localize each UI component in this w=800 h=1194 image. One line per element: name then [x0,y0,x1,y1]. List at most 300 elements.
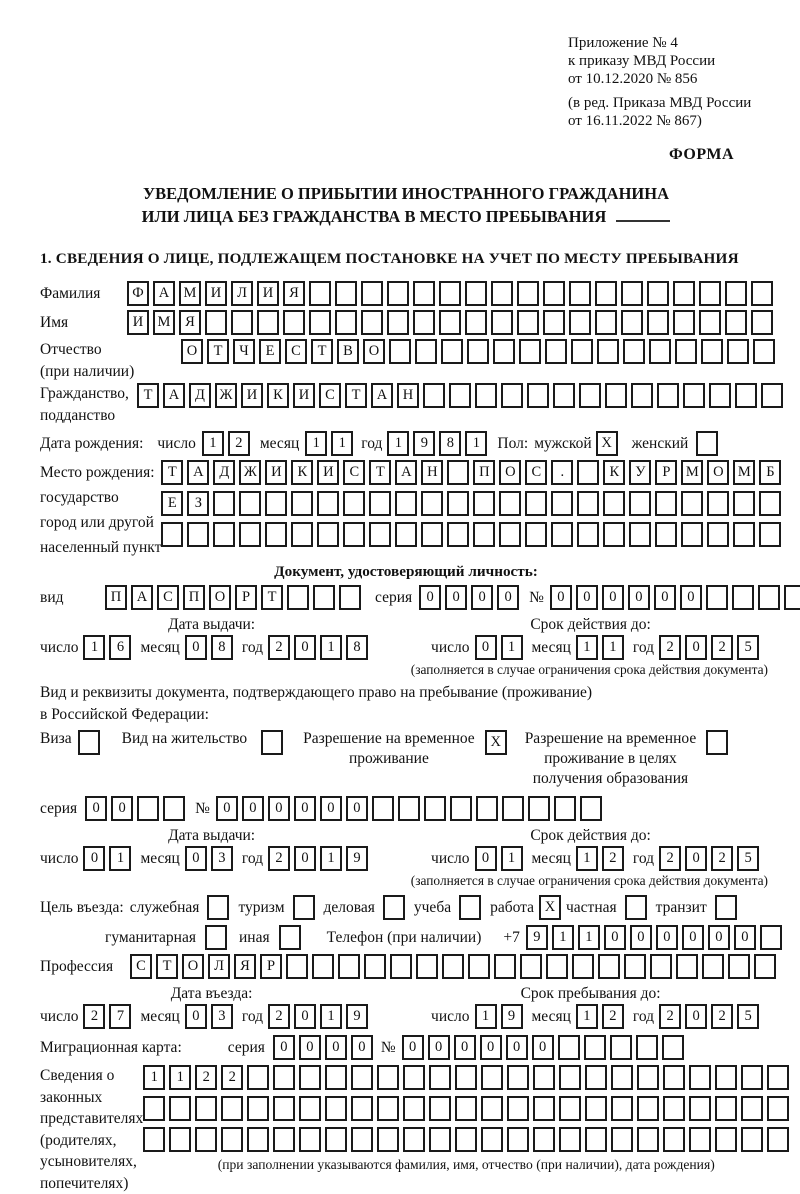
char-cell[interactable] [494,954,516,979]
char-cell[interactable]: 2 [268,1004,290,1029]
char-cell[interactable] [369,522,391,547]
char-cell[interactable] [683,383,705,408]
char-cell[interactable] [595,310,617,335]
char-cell[interactable] [611,1096,633,1121]
char-cell[interactable] [475,383,497,408]
char-cell[interactable] [681,491,703,516]
char-cell[interactable] [481,1065,503,1090]
char-cell[interactable]: 0 [402,1035,424,1060]
char-cell[interactable]: Н [397,383,419,408]
char-cell[interactable]: 0 [294,635,316,660]
char-cell[interactable]: 0 [685,846,707,871]
char-cell[interactable]: 0 [428,1035,450,1060]
char-cell[interactable] [585,1127,607,1152]
char-cell[interactable]: Т [345,383,367,408]
char-cell[interactable]: Ч [233,339,255,364]
char-cell[interactable]: Т [161,460,183,485]
char-cell[interactable] [265,522,287,547]
char-cell[interactable]: 0 [294,846,316,871]
char-cell[interactable] [491,310,513,335]
char-cell[interactable]: И [293,383,315,408]
char-cell[interactable]: 2 [83,1004,105,1029]
char-cell[interactable] [528,796,550,821]
char-cell[interactable]: А [131,585,153,610]
char-cell[interactable]: 9 [413,431,435,456]
char-cell[interactable]: О [182,954,204,979]
char-cell[interactable]: 0 [685,635,707,660]
char-cell[interactable] [361,310,383,335]
char-cell[interactable] [551,491,573,516]
char-cell[interactable]: Т [311,339,333,364]
char-cell[interactable]: 2 [659,635,681,660]
char-cell[interactable] [784,585,800,610]
char-cell[interactable] [187,522,209,547]
char-cell[interactable] [455,1065,477,1090]
char-cell[interactable] [689,1096,711,1121]
char-cell[interactable]: 0 [532,1035,554,1060]
char-cell[interactable]: 0 [628,585,650,610]
char-cell[interactable] [572,954,594,979]
char-cell[interactable]: 0 [656,925,678,950]
char-cell[interactable] [689,1065,711,1090]
char-cell[interactable] [707,522,729,547]
char-cell[interactable] [727,339,749,364]
char-cell[interactable]: М [179,281,201,306]
char-cell[interactable] [725,310,747,335]
char-cell[interactable] [413,310,435,335]
char-cell[interactable] [361,281,383,306]
char-cell[interactable] [624,954,646,979]
char-cell[interactable]: 0 [708,925,730,950]
title-blank-field[interactable] [616,208,670,222]
char-cell[interactable]: 1 [576,1004,598,1029]
char-cell[interactable] [559,1096,581,1121]
char-cell[interactable]: В [337,339,359,364]
char-cell[interactable]: 0 [685,1004,707,1029]
char-cell[interactable] [78,730,100,755]
char-cell[interactable] [465,281,487,306]
char-cell[interactable]: 0 [242,796,264,821]
char-cell[interactable]: И [317,460,339,485]
char-cell[interactable]: 3 [211,1004,233,1029]
char-cell[interactable] [706,585,728,610]
char-cell[interactable]: 5 [737,635,759,660]
char-cell[interactable]: А [163,383,185,408]
char-cell[interactable] [603,491,625,516]
char-cell[interactable] [647,310,669,335]
char-cell[interactable] [247,1065,269,1090]
char-cell[interactable] [429,1127,451,1152]
char-cell[interactable]: 0 [294,796,316,821]
char-cell[interactable]: 0 [454,1035,476,1060]
char-cell[interactable] [543,281,565,306]
char-cell[interactable] [169,1096,191,1121]
char-cell[interactable]: Р [235,585,257,610]
char-cell[interactable] [767,1065,789,1090]
char-cell[interactable] [751,310,773,335]
char-cell[interactable]: 9 [501,1004,523,1029]
char-cell[interactable] [715,1127,737,1152]
char-cell[interactable] [338,954,360,979]
char-cell[interactable] [753,339,775,364]
char-cell[interactable] [343,491,365,516]
char-cell[interactable] [507,1127,529,1152]
char-cell[interactable] [442,954,464,979]
char-cell[interactable]: 0 [83,846,105,871]
char-cell[interactable] [441,339,463,364]
char-cell[interactable] [699,281,721,306]
char-cell[interactable] [681,522,703,547]
char-cell[interactable]: С [343,460,365,485]
char-cell[interactable]: П [105,585,127,610]
char-cell[interactable] [701,339,723,364]
char-cell[interactable]: 1 [331,431,353,456]
char-cell[interactable] [767,1096,789,1121]
char-cell[interactable]: 1 [320,635,342,660]
char-cell[interactable] [502,796,524,821]
char-cell[interactable] [741,1096,763,1121]
char-cell[interactable]: 0 [325,1035,347,1060]
char-cell[interactable] [699,310,721,335]
char-cell[interactable]: О [707,460,729,485]
char-cell[interactable] [343,522,365,547]
char-cell[interactable]: 0 [268,796,290,821]
char-cell[interactable] [403,1127,425,1152]
char-cell[interactable] [387,310,409,335]
char-cell[interactable] [413,281,435,306]
char-cell[interactable] [161,522,183,547]
char-cell[interactable]: Л [231,281,253,306]
char-cell[interactable]: 0 [85,796,107,821]
char-cell[interactable] [543,310,565,335]
char-cell[interactable]: 0 [185,846,207,871]
char-cell[interactable] [760,925,782,950]
char-cell[interactable] [335,310,357,335]
char-cell[interactable] [650,954,672,979]
char-cell[interactable]: 0 [602,585,624,610]
char-cell[interactable] [759,522,781,547]
char-cell[interactable] [468,954,490,979]
char-cell[interactable]: О [363,339,385,364]
char-cell[interactable] [758,585,780,610]
char-cell[interactable] [603,522,625,547]
char-cell[interactable]: У [629,460,651,485]
char-cell[interactable]: 2 [602,1004,624,1029]
char-cell[interactable] [663,1065,685,1090]
char-cell[interactable] [395,522,417,547]
char-cell[interactable] [169,1127,191,1152]
char-cell[interactable]: 2 [602,846,624,871]
char-cell[interactable]: 0 [185,635,207,660]
char-cell[interactable]: 1 [305,431,327,456]
char-cell[interactable]: Р [260,954,282,979]
char-cell[interactable] [325,1065,347,1090]
char-cell[interactable]: Ф [127,281,149,306]
char-cell[interactable] [455,1096,477,1121]
char-cell[interactable]: П [473,460,495,485]
char-cell[interactable]: 1 [501,635,523,660]
char-cell[interactable] [424,796,446,821]
char-cell[interactable] [450,796,472,821]
char-cell[interactable]: Т [369,460,391,485]
char-cell[interactable] [610,1035,632,1060]
char-cell[interactable] [689,1127,711,1152]
char-cell[interactable] [569,310,591,335]
char-cell[interactable]: Т [261,585,283,610]
char-cell[interactable]: 1 [602,635,624,660]
char-cell[interactable]: 0 [320,796,342,821]
char-cell[interactable] [733,491,755,516]
char-cell[interactable] [662,1035,684,1060]
char-cell[interactable]: М [681,460,703,485]
char-cell[interactable]: К [603,460,625,485]
char-cell[interactable] [423,383,445,408]
char-cell[interactable] [339,585,361,610]
char-cell[interactable]: 0 [550,585,572,610]
char-cell[interactable] [369,491,391,516]
char-cell[interactable] [702,954,724,979]
char-cell[interactable] [733,522,755,547]
char-cell[interactable] [501,383,523,408]
char-cell[interactable]: Н [421,460,443,485]
char-cell[interactable] [447,460,469,485]
char-cell[interactable] [205,310,227,335]
char-cell[interactable] [649,339,671,364]
char-cell[interactable]: Ж [215,383,237,408]
char-cell[interactable] [395,491,417,516]
char-cell[interactable] [377,1065,399,1090]
char-cell[interactable] [415,339,437,364]
char-cell[interactable] [309,310,331,335]
char-cell[interactable] [595,281,617,306]
char-cell[interactable] [767,1127,789,1152]
char-cell[interactable]: Е [161,491,183,516]
char-cell[interactable] [735,383,757,408]
char-cell[interactable] [629,491,651,516]
char-cell[interactable]: 1 [501,846,523,871]
char-cell[interactable] [291,491,313,516]
char-cell[interactable] [611,1065,633,1090]
char-cell[interactable] [429,1065,451,1090]
char-cell[interactable] [377,1127,399,1152]
char-cell[interactable] [525,491,547,516]
char-cell[interactable] [611,1127,633,1152]
char-cell[interactable] [449,383,471,408]
char-cell[interactable]: 1 [552,925,574,950]
char-cell[interactable]: 1 [320,1004,342,1029]
char-cell[interactable] [481,1127,503,1152]
char-cell[interactable] [741,1127,763,1152]
char-cell[interactable]: Р [655,460,677,485]
char-cell[interactable]: Е [259,339,281,364]
char-cell[interactable]: 1 [169,1065,191,1090]
char-cell[interactable] [286,954,308,979]
char-cell[interactable] [636,1035,658,1060]
char-cell[interactable] [389,339,411,364]
char-cell[interactable] [416,954,438,979]
char-cell[interactable]: 0 [604,925,626,950]
char-cell[interactable]: З [187,491,209,516]
char-cell[interactable] [467,339,489,364]
char-cell[interactable] [364,954,386,979]
char-cell[interactable] [527,383,549,408]
char-cell[interactable] [709,383,731,408]
char-cell[interactable]: А [153,281,175,306]
char-cell[interactable]: О [209,585,231,610]
char-cell[interactable] [533,1096,555,1121]
char-cell[interactable] [519,339,541,364]
char-cell[interactable] [313,585,335,610]
char-cell[interactable] [545,339,567,364]
char-cell[interactable] [673,281,695,306]
char-cell[interactable] [533,1127,555,1152]
char-cell[interactable] [265,491,287,516]
char-cell[interactable]: М [153,310,175,335]
char-cell[interactable] [520,954,542,979]
char-cell[interactable]: С [319,383,341,408]
char-cell[interactable]: 0 [185,1004,207,1029]
char-cell[interactable] [553,383,575,408]
char-cell[interactable] [761,383,783,408]
char-cell[interactable]: 0 [506,1035,528,1060]
char-cell[interactable]: 8 [439,431,461,456]
char-cell[interactable] [559,1127,581,1152]
char-cell[interactable] [585,1065,607,1090]
char-cell[interactable]: X [596,431,618,456]
char-cell[interactable] [439,310,461,335]
char-cell[interactable] [293,895,315,920]
char-cell[interactable]: 9 [346,846,368,871]
char-cell[interactable] [676,954,698,979]
char-cell[interactable]: С [157,585,179,610]
char-cell[interactable]: 0 [419,585,441,610]
char-cell[interactable] [261,730,283,755]
char-cell[interactable]: 0 [111,796,133,821]
char-cell[interactable] [137,796,159,821]
char-cell[interactable]: Д [189,383,211,408]
char-cell[interactable]: 0 [346,796,368,821]
char-cell[interactable]: Д [213,460,235,485]
char-cell[interactable]: 1 [465,431,487,456]
char-cell[interactable] [207,895,229,920]
char-cell[interactable] [325,1096,347,1121]
char-cell[interactable]: Т [137,383,159,408]
char-cell[interactable] [577,491,599,516]
char-cell[interactable] [335,281,357,306]
char-cell[interactable]: 2 [659,1004,681,1029]
char-cell[interactable]: 0 [299,1035,321,1060]
char-cell[interactable]: И [241,383,263,408]
char-cell[interactable] [299,1096,321,1121]
char-cell[interactable] [525,522,547,547]
char-cell[interactable]: 0 [680,585,702,610]
char-cell[interactable] [447,491,469,516]
char-cell[interactable]: Б [759,460,781,485]
char-cell[interactable] [372,796,394,821]
char-cell[interactable] [728,954,750,979]
char-cell[interactable] [551,522,573,547]
char-cell[interactable] [213,491,235,516]
char-cell[interactable] [647,281,669,306]
char-cell[interactable] [655,491,677,516]
char-cell[interactable]: 8 [346,635,368,660]
char-cell[interactable] [299,1127,321,1152]
char-cell[interactable] [213,522,235,547]
char-cell[interactable] [279,925,301,950]
char-cell[interactable]: 0 [216,796,238,821]
char-cell[interactable] [421,522,443,547]
char-cell[interactable]: М [733,460,755,485]
char-cell[interactable] [239,522,261,547]
char-cell[interactable]: 8 [211,635,233,660]
char-cell[interactable]: С [285,339,307,364]
char-cell[interactable] [621,310,643,335]
char-cell[interactable] [351,1096,373,1121]
char-cell[interactable]: 0 [273,1035,295,1060]
char-cell[interactable] [637,1065,659,1090]
char-cell[interactable] [569,281,591,306]
char-cell[interactable]: О [181,339,203,364]
char-cell[interactable]: 0 [630,925,652,950]
char-cell[interactable] [247,1096,269,1121]
char-cell[interactable]: 2 [195,1065,217,1090]
char-cell[interactable]: 2 [711,846,733,871]
char-cell[interactable] [221,1096,243,1121]
char-cell[interactable]: 0 [497,585,519,610]
char-cell[interactable] [291,522,313,547]
char-cell[interactable] [597,339,619,364]
char-cell[interactable] [143,1096,165,1121]
char-cell[interactable] [465,310,487,335]
char-cell[interactable]: 9 [346,1004,368,1029]
char-cell[interactable]: 2 [711,1004,733,1029]
char-cell[interactable] [657,383,679,408]
char-cell[interactable] [239,491,261,516]
char-cell[interactable] [195,1127,217,1152]
char-cell[interactable] [455,1127,477,1152]
char-cell[interactable]: И [205,281,227,306]
char-cell[interactable] [325,1127,347,1152]
char-cell[interactable] [577,460,599,485]
char-cell[interactable] [317,491,339,516]
char-cell[interactable]: 0 [475,635,497,660]
char-cell[interactable]: 1 [576,635,598,660]
char-cell[interactable]: 1 [109,846,131,871]
char-cell[interactable] [447,522,469,547]
char-cell[interactable] [741,1065,763,1090]
char-cell[interactable] [351,1127,373,1152]
char-cell[interactable] [429,1096,451,1121]
char-cell[interactable] [403,1065,425,1090]
char-cell[interactable]: 2 [659,846,681,871]
char-cell[interactable] [637,1127,659,1152]
char-cell[interactable] [273,1096,295,1121]
char-cell[interactable] [387,281,409,306]
char-cell[interactable] [558,1035,580,1060]
char-cell[interactable]: 1 [202,431,224,456]
char-cell[interactable] [499,491,521,516]
char-cell[interactable]: 9 [526,925,548,950]
char-cell[interactable] [312,954,334,979]
char-cell[interactable]: 1 [387,431,409,456]
char-cell[interactable]: И [257,281,279,306]
char-cell[interactable] [655,522,677,547]
char-cell[interactable] [439,281,461,306]
char-cell[interactable] [299,1065,321,1090]
char-cell[interactable] [403,1096,425,1121]
char-cell[interactable] [759,491,781,516]
char-cell[interactable]: Я [234,954,256,979]
